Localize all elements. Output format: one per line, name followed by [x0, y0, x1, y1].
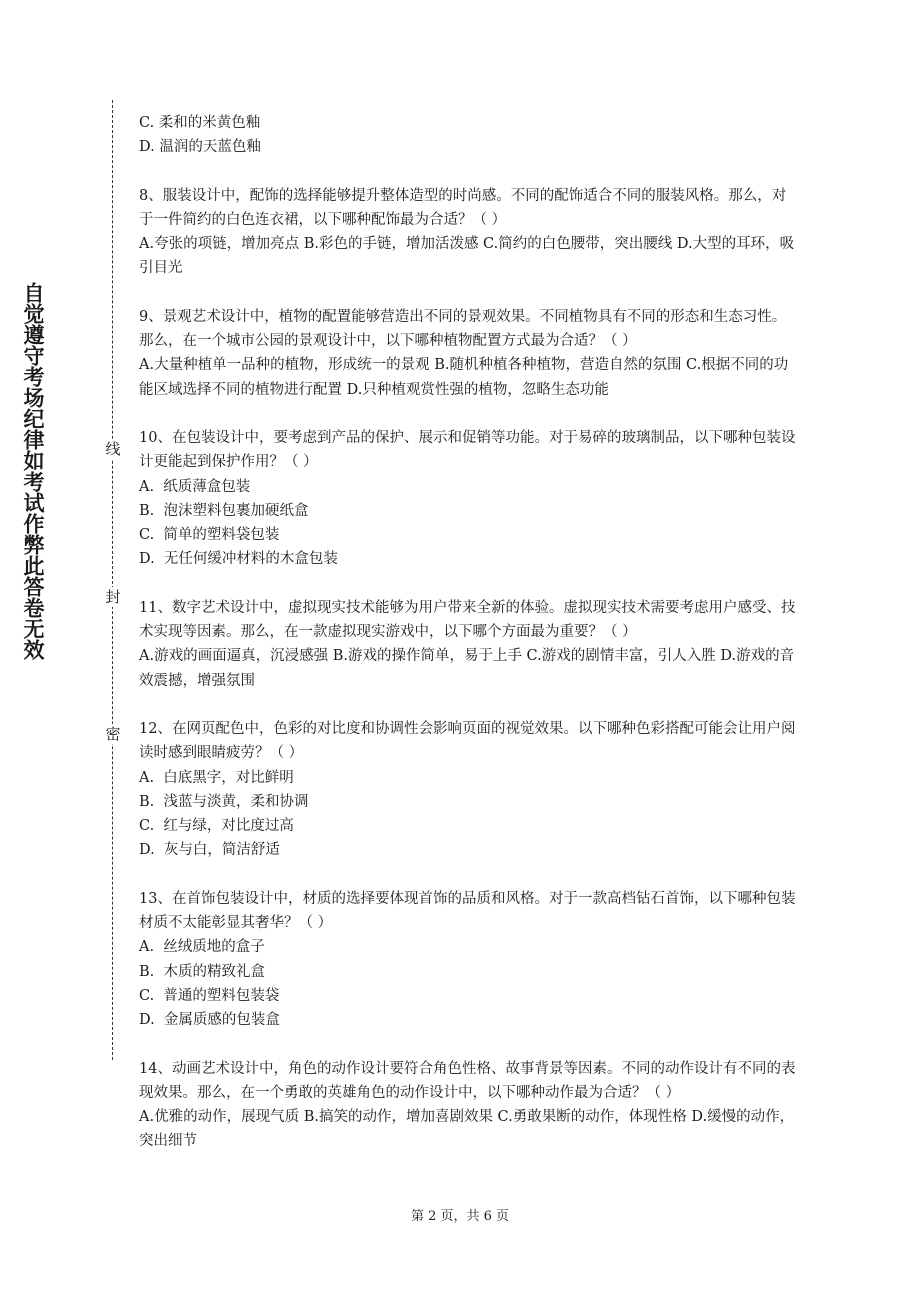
- option-line: A. 丝绒质地的盒子: [139, 939, 265, 956]
- question-stem: 8、服装设计中，配饰的选择能够提升整体造型的时尚感。不同的配饰适合不同的服装风格。那么，对于一件简约的白色连衣裙，以下哪种配饰最为合适？（ ）: [139, 187, 787, 228]
- question-stem: 10、在包装设计中，要考虑到产品的保护、展示和促销等功能。对于易碎的玻璃制品，以下哪种包装设计更能起到保护作用？（ ）: [139, 429, 796, 471]
- question-stem: 11、数字艺术设计中，虚拟现实技术能够为用户带来全新的体验。虚拟现实技术需要考虑用户感受、技术实现等因素。那么，在一款虚拟现实游戏中，以下哪个方面最为重要？（ ）: [139, 599, 796, 641]
- question-stem: 12、在网页配色中，色彩的对比度和协调性会影响页面的视觉效果。以下哪种色彩搭配可能会让用户阅读时感到眼睛疲劳？（ ）: [139, 720, 796, 762]
- option-line: B. 木质的精致礼盒: [139, 963, 265, 980]
- option-line: C. 柔和的米黄色釉: [139, 115, 261, 131]
- question-13: [139, 887, 799, 1033]
- binding-label-seal: 封: [105, 588, 121, 606]
- question-10: [139, 426, 799, 572]
- option-line: C. 普通的塑料包装袋: [139, 987, 280, 1004]
- question-8: [139, 184, 799, 281]
- question-options: A.夸张的项链，增加亮点 B.彩色的手链，增加活泼感 C.简约的白色腰带，突出腰线 D.大型的耳环，吸引目光: [139, 236, 795, 277]
- question-options: A.大量种植单一品种的植物，形成统一的景观 B.随机种植各种植物，营造自然的氛围 C.根据不同的功能区域选择不同的植物进行配置 D.只种植观赏性强的植物，忽略生态功能: [139, 357, 789, 398]
- previous-question-options: [139, 111, 799, 160]
- option-line: B. 泡沫塑料包裹加硬纸盒: [139, 502, 309, 519]
- question-11: [139, 596, 799, 693]
- option-line: C. 红与绿，对比度过高: [139, 818, 294, 835]
- option-line: D. 灰与白，简洁舒适: [139, 842, 280, 859]
- option-line: D. 金属质感的包装盒: [139, 1012, 280, 1029]
- option-line: A. 白底黑字，对比鲜明: [139, 769, 294, 786]
- option-line: B. 浅蓝与淡黄，柔和协调: [139, 793, 309, 810]
- binding-label-line: 线: [105, 440, 121, 458]
- option-line: D. 温润的天蓝色釉: [139, 139, 261, 156]
- question-9: [139, 305, 799, 402]
- question-stem: 14、动画艺术设计中，角色的动作设计要符合角色性格、故事背景等因素。不同的动作设计有不同的表现效果。那么，在一个勇敢的英雄角色的动作设计中，以下哪种动作最为合适？（ ）: [139, 1060, 796, 1101]
- question-14: [139, 1057, 799, 1154]
- question-options: A.优雅的动作，展现气质 B.搞笑的动作，增加喜剧效果 C.勇敢果断的动作，体现性格 D.缓慢的动作，突出细节: [139, 1109, 795, 1150]
- exam-discipline-warning: 自觉遵守考场纪律如考试作弊此答卷无效: [21, 282, 45, 660]
- option-line: A. 纸质薄盒包装: [139, 478, 251, 495]
- question-content: [139, 111, 799, 1178]
- page-number: 第 2 页，共 6 页: [410, 1209, 510, 1224]
- option-line: C. 简单的塑料袋包装: [139, 527, 280, 544]
- question-stem: 13、在首饰包装设计中，材质的选择要体现首饰的品质和风格。对于一款高档钻石首饰，以下哪种包装材质不太能彰显其奢华？（ ）: [139, 890, 796, 932]
- question-stem: 9、景观艺术设计中，植物的配置能够营造出不同的景观效果。不同植物具有不同的形态和生态习性。那么，在一个城市公园的景观设计中，以下哪种植物配置方式最为合适？（ ）: [139, 308, 787, 350]
- question-12: [139, 717, 799, 863]
- option-line: D. 无任何缓冲材料的木盒包装: [139, 551, 338, 568]
- binding-dashed-line: [112, 100, 113, 1060]
- binding-label-secret: 密: [105, 725, 121, 743]
- question-options: A.游戏的画面逼真，沉浸感强 B.游戏的操作简单，易于上手 C.游戏的剧情丰富，引人入胜 D.游戏的音效震撼，增强氛围: [139, 648, 795, 689]
